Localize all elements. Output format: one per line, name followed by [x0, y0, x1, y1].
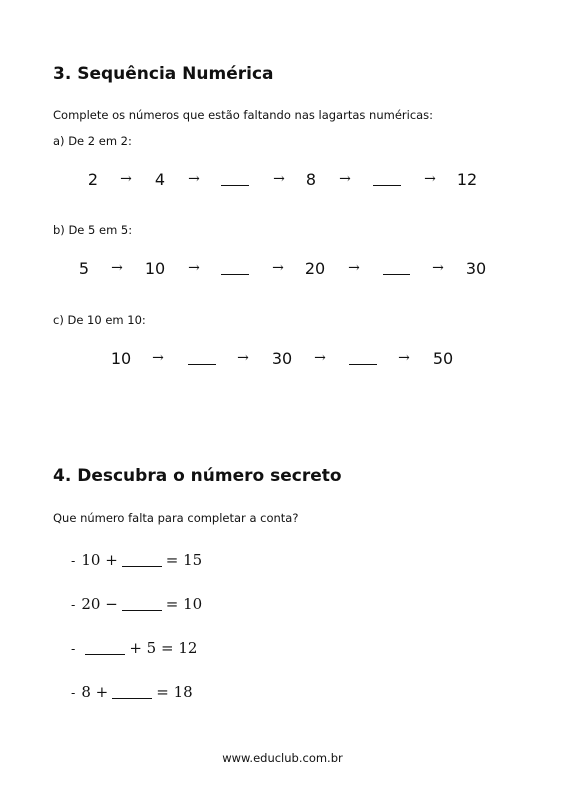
- arrow-icon: →: [432, 260, 444, 276]
- equation-left: 20 −: [81, 595, 118, 613]
- arrow-icon: →: [188, 260, 200, 276]
- arrow-icon: →: [314, 350, 326, 366]
- sequence-c: [0, 349, 565, 371]
- sequence-number: 8: [305, 170, 317, 189]
- bullet: -: [71, 598, 76, 612]
- sequence-number: 30: [271, 349, 293, 368]
- answer-blank[interactable]: [383, 274, 410, 275]
- arrow-icon: →: [339, 171, 351, 187]
- sequence-number: 2: [87, 170, 99, 189]
- sequence-number: 10: [144, 259, 166, 278]
- equation-right: = 18: [156, 683, 193, 701]
- arrow-icon: →: [398, 350, 410, 366]
- arrow-icon: →: [120, 171, 132, 187]
- equation-1: [71, 551, 202, 569]
- arrow-icon: →: [188, 171, 200, 187]
- equation-2: [71, 595, 202, 613]
- sequence-b: [0, 259, 565, 281]
- equation-3: [71, 639, 197, 657]
- sequence-number: 4: [154, 170, 166, 189]
- sequence-number: 5: [78, 259, 90, 278]
- section-3-title: 3. Sequência Numérica: [53, 64, 274, 84]
- sequence-number: 12: [456, 170, 478, 189]
- arrow-icon: →: [237, 350, 249, 366]
- section-4-instruction: Que número falta para completar a conta?: [53, 511, 299, 525]
- sequence-number: 50: [432, 349, 454, 368]
- section-3-instruction: Complete os números que estão faltando nas lagartas numéricas:: [53, 108, 434, 122]
- equation-right: = 10: [165, 595, 203, 613]
- section-4-title: 4. Descubra o número secreto: [53, 466, 342, 486]
- equation-4: [71, 683, 193, 701]
- answer-blank[interactable]: [85, 654, 125, 655]
- answer-blank[interactable]: [221, 274, 249, 275]
- equation-left: 8 +: [81, 683, 109, 701]
- bullet: -: [71, 642, 76, 656]
- arrow-icon: →: [348, 260, 360, 276]
- equation-right: = 15: [165, 551, 203, 569]
- footer-link[interactable]: www.educlub.com.br: [222, 751, 343, 765]
- bullet: -: [71, 686, 76, 700]
- answer-blank[interactable]: [122, 566, 162, 567]
- answer-blank[interactable]: [221, 185, 249, 186]
- answer-blank[interactable]: [122, 610, 162, 611]
- sequence-number: 30: [465, 259, 487, 278]
- arrow-icon: →: [152, 350, 164, 366]
- answer-blank[interactable]: [112, 698, 152, 699]
- equation-right: + 5 = 12: [129, 639, 198, 657]
- item-b-label: b) De 5 em 5:: [53, 223, 133, 237]
- answer-blank[interactable]: [373, 185, 401, 186]
- arrow-icon: →: [424, 171, 436, 187]
- item-a-label: a) De 2 em 2:: [53, 134, 132, 148]
- answer-blank[interactable]: [188, 364, 216, 365]
- item-c-label: c) De 10 em 10:: [53, 313, 146, 327]
- sequence-number: 20: [304, 259, 326, 278]
- bullet: -: [71, 554, 76, 568]
- arrow-icon: →: [111, 260, 123, 276]
- sequence-a: [0, 170, 565, 192]
- arrow-icon: →: [273, 171, 285, 187]
- sequence-number: 10: [110, 349, 132, 368]
- arrow-icon: →: [272, 260, 284, 276]
- answer-blank[interactable]: [349, 364, 377, 365]
- equation-left: 10 +: [81, 551, 118, 569]
